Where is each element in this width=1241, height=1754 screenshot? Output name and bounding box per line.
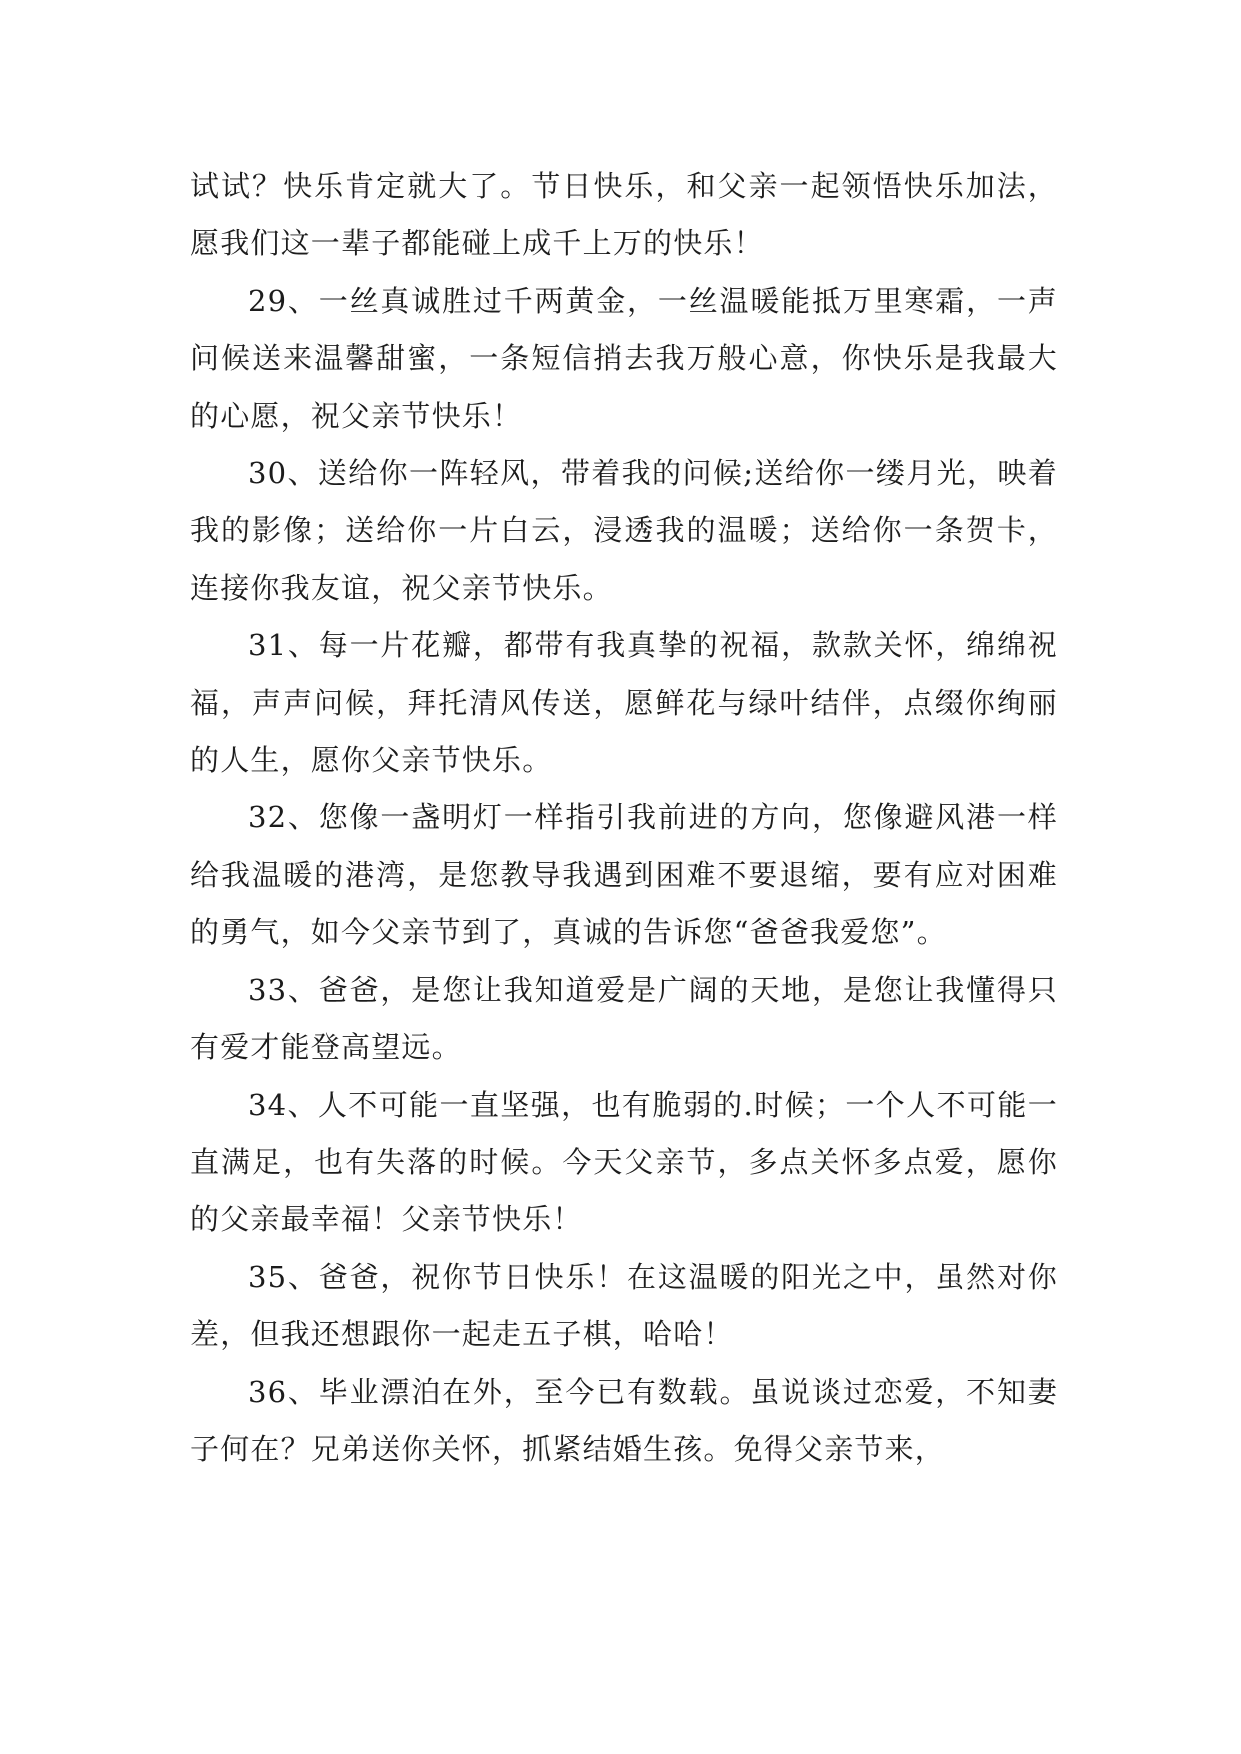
paragraph-36: 36、毕业漂泊在外，至今已有数载。虽说谈过恋爱，不知妻子何在？兄弟送你关怀，抓紧结婚生孩。免得父亲节来，: [190, 1374, 1058, 1466]
paragraph-29: 29、一丝真诚胜过千两黄金，一丝温暖能抵万里寒霜，一声问候送来温馨甜蜜，一条短信捎去我万般心意，你快乐是我最大的心愿，祝父亲节快乐！: [190, 283, 1058, 433]
paragraph-34: 34、人不可能一直坚强，也有脆弱的.时候；一个人不可能一直满足，也有失落的时候。今天父亲节，多点关怀多点爱，愿你的父亲最幸福！父亲节快乐！: [190, 1087, 1058, 1237]
paragraph-31: 31、每一片花瓣，都带有我真挚的祝福，款款关怀，绵绵祝福，声声问候，拜托清风传送，愿鲜花与绿叶结伴，点缀你绚丽的人生，愿你父亲节快乐。: [190, 628, 1058, 778]
paragraph-32: 32、您像一盏明灯一样指引我前进的方向，您像避风港一样给我温暖的港湾，是您教导我遇到困难不要退缩，要有应对困难的勇气，如今父亲节到了，真诚的告诉您“爸爸我爱您”。: [190, 800, 1058, 950]
paragraph-33: 33、爸爸，是您让我知道爱是广阔的天地，是您让我懂得只有爱才能登高望远。: [190, 972, 1058, 1065]
paragraph-30: 30、送给你一阵轻风，带着我的问候;送给你一缕月光，映着我的影像；送给你一片白云，浸透我的温暖；送给你一条贺卡，连接你我友谊，祝父亲节快乐。: [190, 456, 1058, 605]
document-body: [190, 158, 1058, 1478]
paragraph-continued: 试试？快乐肯定就大了。节日快乐，和父亲一起领悟快乐加法，愿我们这一辈子都能碰上成千上万的快乐！: [190, 169, 1058, 261]
paragraph-35: 35、爸爸，祝你节日快乐！在这温暖的阳光之中，虽然对你差，但我还想跟你一起走五子棋，哈哈！: [190, 1259, 1058, 1352]
